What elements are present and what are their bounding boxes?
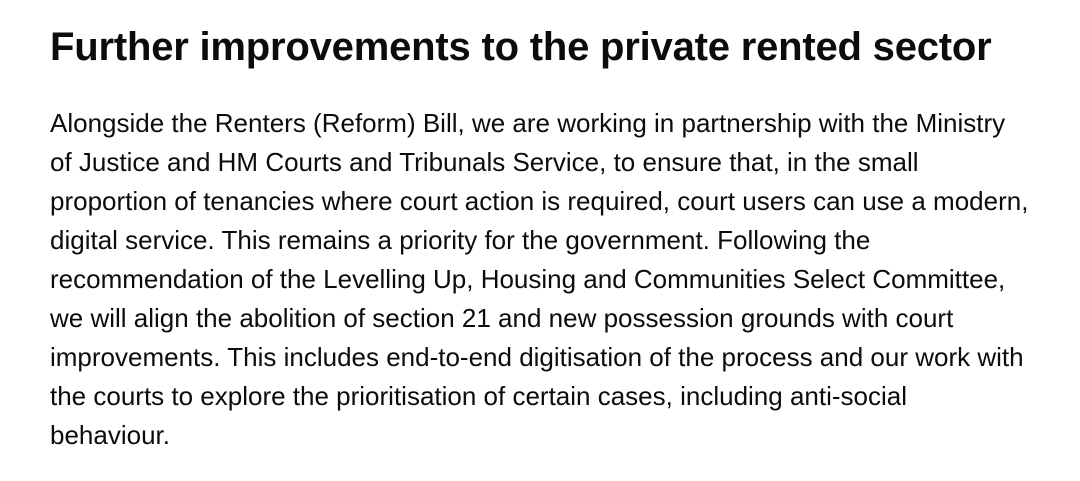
page-title: Further improvements to the private rented sector — [50, 25, 992, 69]
article-paragraph: Alongside the Renters (Reform) Bill, we are working in partnership with the Ministry of Justice and HM Courts and Tribunals Service, to ensure that, in the small proportion of tenancies where court action is required, court users can use a modern, digital service. This remains a priority for the government. Following the recommendation of the Levelling Up, Housing and Communities Select Committee, we will align the abolition of section 21 and new possession grounds with court improvements. This includes end-to-end digitisation of the process and our work with the courts to explore the prioritisation of certain cases, including anti-social behaviour. — [50, 108, 1029, 450]
